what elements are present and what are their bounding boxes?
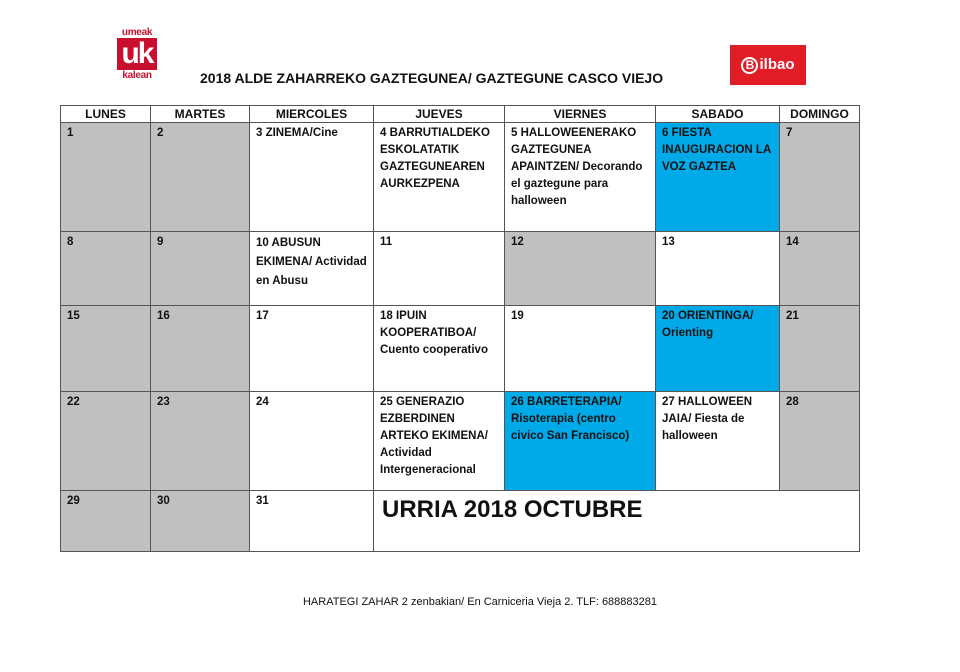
- header-viernes: VIERNES: [505, 106, 656, 123]
- day-text: 12: [511, 236, 524, 248]
- day-cell: [656, 392, 780, 491]
- week-row-4: [61, 392, 860, 491]
- day-text: 24: [256, 396, 269, 408]
- logo-uk-mark: uk: [117, 38, 157, 70]
- day-text: 19: [511, 310, 524, 322]
- day-cell: [374, 392, 505, 491]
- day-cell: [505, 306, 656, 392]
- day-text: 31: [256, 495, 269, 507]
- day-cell-highlighted: [656, 306, 780, 392]
- day-cell: [61, 232, 151, 306]
- day-text: 4 BARRUTIALDEKO ESKOLATATIK GAZTEGUNEAREN AURKEZPENA: [380, 127, 490, 190]
- header-domingo: DOMINGO: [780, 106, 860, 123]
- day-text: 10 ABUSUN EKIMENA/ Actividad en Abusu: [256, 237, 367, 287]
- day-text: 7: [786, 127, 793, 139]
- logo-top-text: umeak: [121, 27, 153, 38]
- day-cell: [505, 123, 656, 232]
- week-row-1: [61, 123, 860, 232]
- day-cell: [250, 306, 374, 392]
- day-cell: [250, 232, 374, 306]
- day-cell: [250, 392, 374, 491]
- week-row-5: [61, 491, 860, 552]
- day-text: 9: [157, 236, 164, 248]
- day-text: 29: [67, 495, 80, 507]
- day-text: 22: [67, 396, 80, 408]
- day-cell-highlighted: [505, 392, 656, 491]
- page-title: 2018 ALDE ZAHARREKO GAZTEGUNEA/ GAZTEGUNE CASCO VIEJO: [200, 70, 664, 86]
- day-cell: [374, 306, 505, 392]
- header-miercoles: MIERCOLES: [250, 106, 374, 123]
- week-row-3: [61, 306, 860, 392]
- day-cell: [151, 306, 250, 392]
- day-cell: [151, 123, 250, 232]
- day-cell: [780, 232, 860, 306]
- day-cell: [151, 491, 250, 552]
- day-text: 14: [786, 236, 799, 248]
- day-text: 11: [380, 236, 393, 248]
- umeak-kalean-logo: [115, 27, 159, 87]
- day-text: 20 ORIENTINGA/ Orienting: [662, 310, 754, 339]
- day-cell: [780, 392, 860, 491]
- bilbao-b-icon: B: [741, 57, 758, 74]
- day-cell: [250, 491, 374, 552]
- day-cell: [780, 306, 860, 392]
- day-text: 15: [67, 310, 80, 322]
- day-text: 25 GENERAZIO EZBERDINEN ARTEKO EKIMENA/ Actividad Intergeneracional: [380, 396, 488, 476]
- bilbao-logo: [730, 45, 806, 85]
- day-cell: [374, 232, 505, 306]
- day-text: 3 ZINEMA/Cine: [256, 127, 338, 139]
- day-cell: [374, 123, 505, 232]
- calendar-table: [60, 105, 860, 552]
- day-text: 17: [256, 310, 269, 322]
- header-jueves: JUEVES: [374, 106, 505, 123]
- header-lunes: LUNES: [61, 106, 151, 123]
- day-cell: [505, 232, 656, 306]
- month-title: URRIA 2018 OCTUBRE: [382, 496, 643, 523]
- header-sabado: SABADO: [656, 106, 780, 123]
- day-text: 5 HALLOWEENERAKO GAZTEGUNEA APAINTZEN/ Decorando el gaztegune para halloween: [511, 127, 643, 207]
- day-text: 13: [662, 236, 675, 248]
- logo-bottom-text: kalean: [122, 70, 152, 81]
- day-cell: [780, 123, 860, 232]
- day-cell: [61, 306, 151, 392]
- day-text: 26 BARRETERAPIA/ Risoterapia (centro civico San Francisco): [511, 396, 630, 442]
- day-text: 1: [67, 127, 74, 139]
- header-martes: MARTES: [151, 106, 250, 123]
- day-text: 2: [157, 127, 164, 139]
- day-text: 30: [157, 495, 170, 507]
- bilbao-logo-text: ilbao: [759, 56, 795, 73]
- day-text: 6 FIESTA INAUGURACION LA VOZ GAZTEA: [662, 127, 771, 173]
- day-cell: [61, 123, 151, 232]
- day-text: 28: [786, 396, 799, 408]
- footer-address: HARATEGI ZAHAR 2 zenbakian/ En Carniceria Vieja 2. TLF: 688883281: [302, 596, 657, 608]
- day-cell: [61, 392, 151, 491]
- day-cell: [61, 491, 151, 552]
- day-text: 8: [67, 236, 74, 248]
- month-title-cell: [374, 491, 860, 552]
- day-text: 16: [157, 310, 170, 322]
- day-cell: [250, 123, 374, 232]
- weekday-header-row: [61, 106, 860, 123]
- day-cell: [151, 232, 250, 306]
- day-text: 18 IPUIN KOOPERATIBOA/ Cuento cooperativo: [380, 310, 488, 356]
- day-cell-highlighted: [656, 123, 780, 232]
- day-text: 27 HALLOWEEN JAIA/ Fiesta de halloween: [662, 396, 753, 442]
- day-cell: [151, 392, 250, 491]
- day-text: 21: [786, 310, 799, 322]
- week-row-2: [61, 232, 860, 306]
- day-text: 23: [157, 396, 170, 408]
- day-cell: [656, 232, 780, 306]
